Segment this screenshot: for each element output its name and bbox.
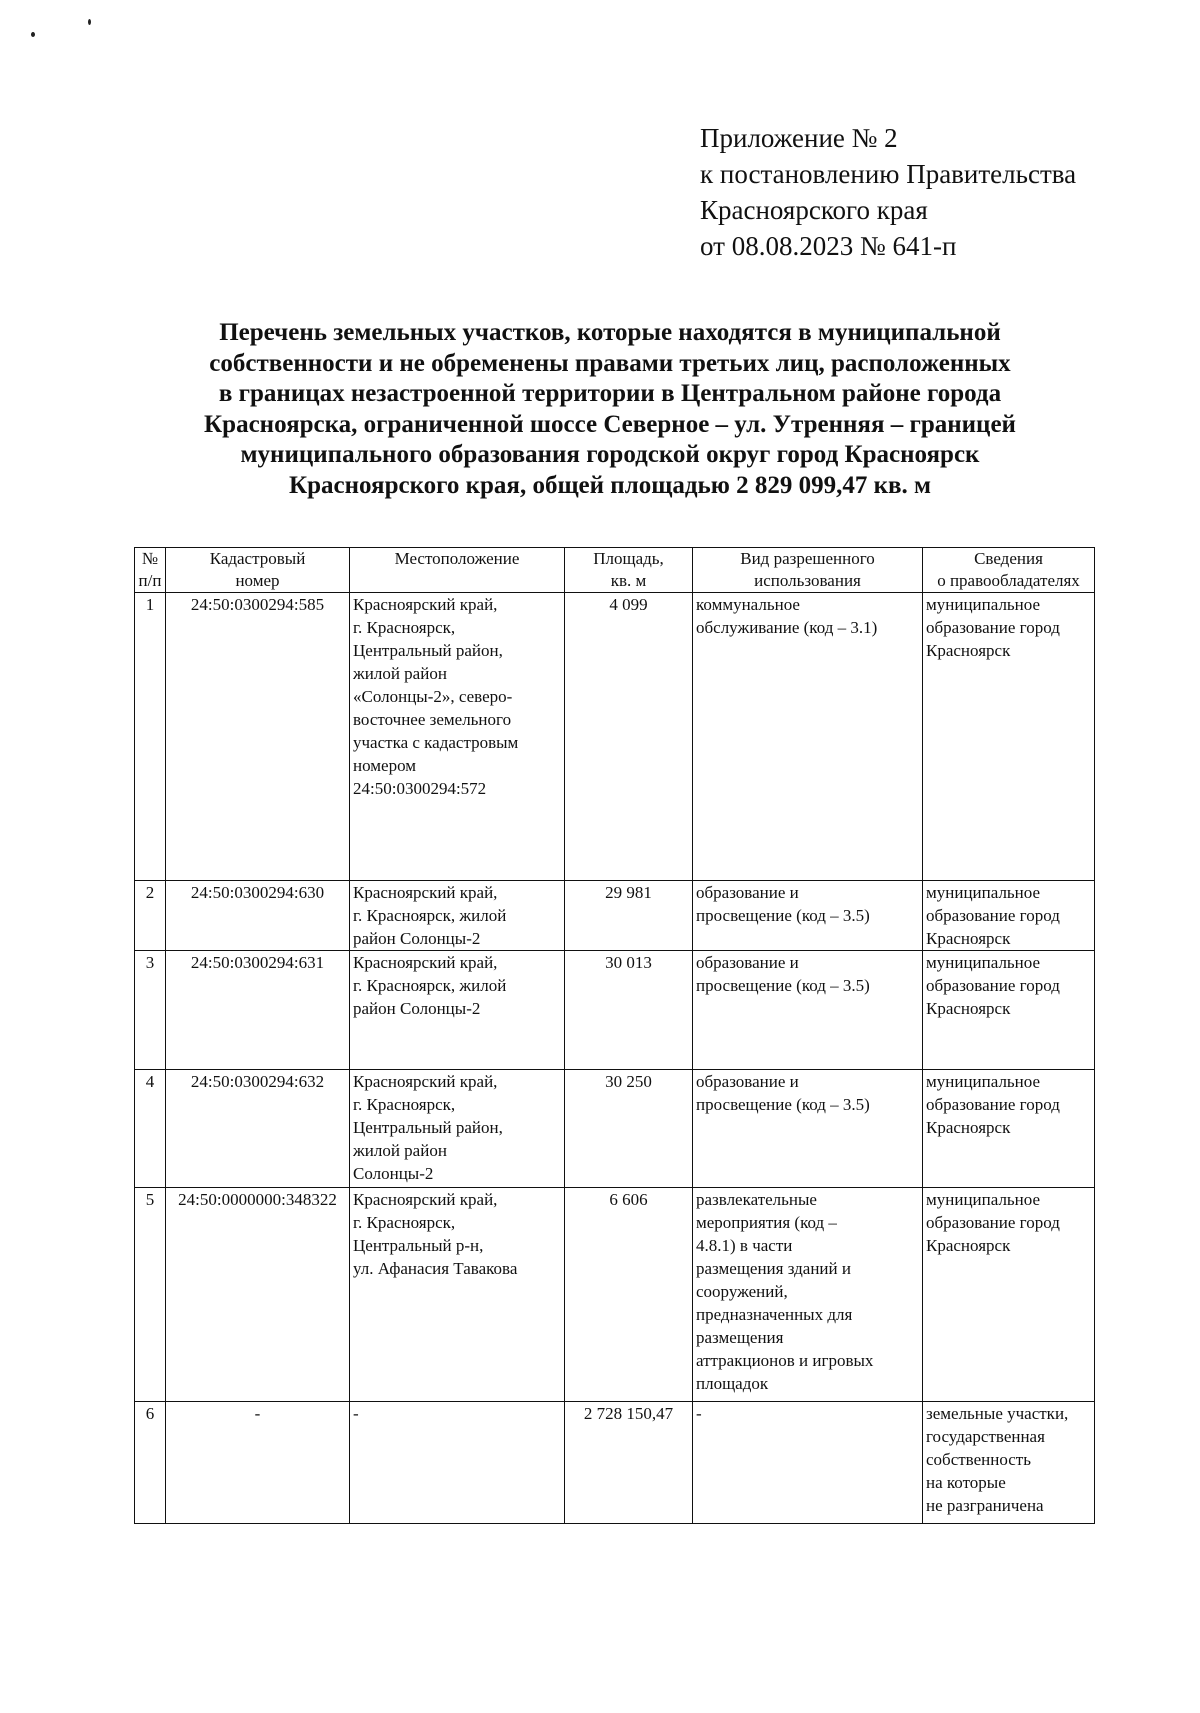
table-header-row [135,548,1095,593]
header-use: Вид разрешенного использования [693,548,923,593]
title-line: муниципального образования городской округ город Красноярск [240,441,980,468]
header-area: Площадь, кв. м [565,548,693,593]
title-line: Красноярского края, общей площадью 2 829 099,47 кв. м [288,471,932,499]
location-cell: Красноярский край, г. Красноярск, Центральный район, жилой район «Солонцы-2», северо- восточнее земельного участка с кадастровым номером 24:50:0300294:572 [350,593,565,881]
area-value: 4 099 [565,593,693,881]
area-value: 29 981 [565,881,693,951]
scan-speck [88,19,91,25]
row-number: 5 [135,1188,166,1402]
appendix-number: Приложение № 2 [700,123,898,153]
location-cell: Красноярский край, г. Красноярск, жилой район Солонцы-2 [350,951,565,1070]
owner-cell: муниципальное образование город Красноярск [923,881,1095,951]
table-row [135,1188,1095,1402]
area-value: 30 013 [565,951,693,1070]
use-cell: - [693,1402,923,1524]
title-line: в границах незастроенной территории в Центральном районе города [218,380,1002,407]
appendix-region: Красноярского края [700,195,928,225]
table-row [135,593,1095,881]
cadastral-number: 24:50:0300294:630 [166,881,350,951]
area-value: 2 728 150,47 [565,1402,693,1524]
table-row [135,1070,1095,1188]
cadastral-number: 24:50:0300294:631 [166,951,350,1070]
cadastral-number: - [166,1402,350,1524]
use-cell: образование и просвещение (код – 3.5) [693,881,923,951]
document-title [130,318,1090,501]
table-row [135,1402,1095,1524]
cadastral-number: 24:50:0000000:348322 [166,1188,350,1402]
row-number: 1 [135,593,166,881]
area-value: 30 250 [565,1070,693,1188]
location-cell: Красноярский край, г. Красноярск, Центральный р-н, ул. Афанасия Тавакова [350,1188,565,1402]
location-cell: Красноярский край, г. Красноярск, Центральный район, жилой район Солонцы-2 [350,1070,565,1188]
cadastral-number: 24:50:0300294:585 [166,593,350,881]
title-line: собственности и не обременены правами третьих лиц, расположенных [209,349,1011,377]
header-owner: Сведения о правообладателях [923,548,1095,593]
row-number: 4 [135,1070,166,1188]
owner-cell: муниципальное образование город Красноярск [923,1188,1095,1402]
use-cell: коммунальное обслуживание (код – 3.1) [693,593,923,881]
row-number: 2 [135,881,166,951]
header-cadastral: Кадастровый номер [166,548,350,593]
area-value: 6 606 [565,1188,693,1402]
land-plots-table [134,547,1095,1524]
location-cell: Красноярский край, г. Красноярск, жилой район Солонцы-2 [350,881,565,951]
use-cell: образование и просвещение (код – 3.5) [693,951,923,1070]
header-location: Местоположение [350,548,565,593]
owner-cell: земельные участки, государственная собственность на которые не разграничена [923,1402,1095,1524]
location-cell: - [350,1402,565,1524]
appendix-resolution: к постановлению Правительства [700,159,1077,189]
title-line: Перечень земельных участков, которые находятся в муниципальной [219,319,1001,346]
appendix-header [700,120,1076,264]
owner-cell: муниципальное образование город Красноярск [923,951,1095,1070]
use-cell: развлекательные мероприятия (код – 4.8.1) в части размещения зданий и сооружений, предназначенных для размещения аттракционов и игровых площадок [693,1188,923,1402]
appendix-date: от 08.08.2023 № 641-п [700,231,957,261]
header-num: № п/п [135,548,166,593]
owner-cell: муниципальное образование город Красноярск [923,593,1095,881]
row-number: 3 [135,951,166,1070]
title-line: Красноярска, ограниченной шоссе Северное – ул. Утренняя – границей [204,410,1016,438]
cadastral-number: 24:50:0300294:632 [166,1070,350,1188]
owner-cell: муниципальное образование город Красноярск [923,1070,1095,1188]
scan-speck [31,32,35,37]
table-row [135,951,1095,1070]
table-row [135,881,1095,951]
use-cell: образование и просвещение (код – 3.5) [693,1070,923,1188]
row-number: 6 [135,1402,166,1524]
